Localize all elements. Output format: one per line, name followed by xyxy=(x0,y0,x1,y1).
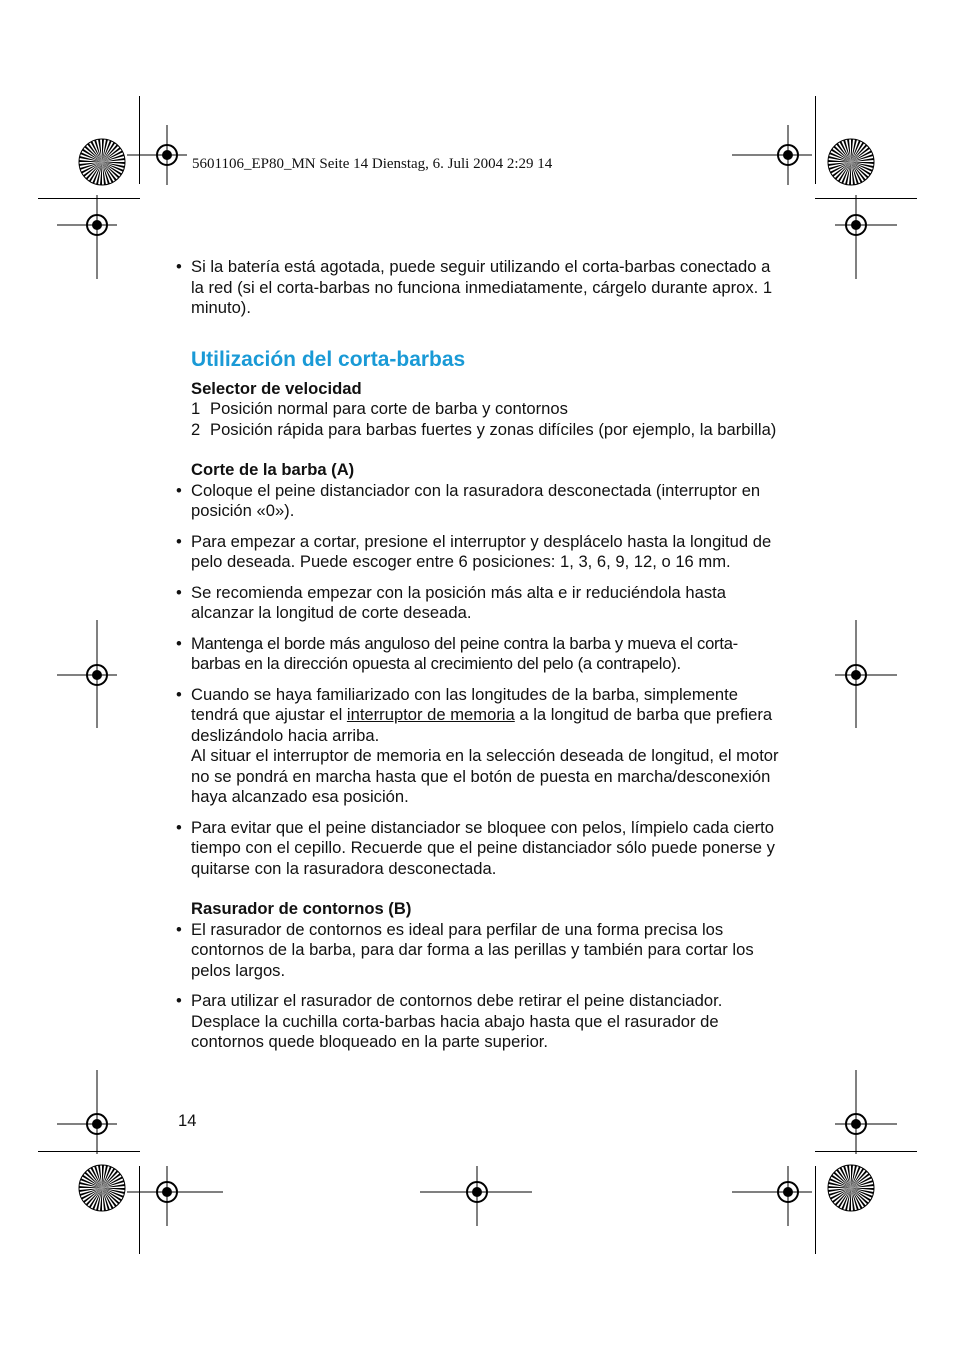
beard-cutting-title: Corte de la barba (A) xyxy=(191,460,355,479)
starburst-mark-icon xyxy=(78,138,126,186)
registration-mark-icon xyxy=(732,1166,812,1226)
registration-mark-icon xyxy=(57,620,117,728)
beard-bullet: • Coloque el peine distanciador con la rasuradora desconectada (interruptor en posición «0»). xyxy=(176,481,786,522)
registration-mark-icon xyxy=(127,1166,223,1226)
memory-switch-term: interruptor de memoria xyxy=(346,705,515,724)
page-content xyxy=(176,257,786,1053)
registration-mark-icon xyxy=(732,125,812,185)
intro-bullet: • Si la batería está agotada, puede seguir utilizando el corta-barbas conectado a la red (si el corta-barbas no funciona inmediatamente, cárgelo durante aprox. 1 minuto). xyxy=(176,257,786,319)
registration-mark-icon xyxy=(57,1070,117,1154)
starburst-mark-icon xyxy=(827,1164,875,1212)
print-header-stamp: 5601106_EP80_MN Seite 14 Dienstag, 6. Juli 2004 2:29 14 xyxy=(192,156,553,172)
contour-bullet: • Para utilizar el rasurador de contornos debe retirar el peine distanciador. Desplace la cuchilla corta-barbas hacia abajo hasta que el rasurador de contornos quede bloqueado en la parte superior. xyxy=(176,991,786,1053)
speed-selector-title: Selector de velocidad xyxy=(191,378,362,398)
contour-trimmer-title: Rasurador de contornos (B) xyxy=(191,899,412,918)
section-title: Utilización del corta-barbas xyxy=(191,347,466,371)
beard-bullet: • Mantenga el borde más anguloso del peine contra la barba y mueva el corta-barbas en la dirección opuesta al crecimiento del pelo (a contrapelo). xyxy=(176,634,786,675)
beard-bullet: • Cuando se haya familiarizado con las longitudes de la barba, simplemente tendrá que ajustar el interruptor de memoria a la longitud de barba que prefiera deslizándolo hacia arriba. Al situar el interruptor de memoria en la selección deseada de longitud, el motor no se pondrá en marcha hasta que el botón de puesta en marcha/desconexión haya alcanzado esa posición. xyxy=(176,685,786,808)
beard-bullet: • Para empezar a cortar, presione el interruptor y desplácelo hasta la longitud de pelo deseada. Puede escoger entre 6 posiciones: 1, 3, 6, 9, 12, o 16 mm. xyxy=(176,532,786,573)
starburst-mark-icon xyxy=(827,138,875,186)
registration-mark-icon xyxy=(127,125,187,185)
beard-bullet: • Se recomienda empezar con la posición más alta e ir reduciéndola hasta alcanzar la longitud de corte deseada. xyxy=(176,583,786,624)
crop-line xyxy=(815,1166,816,1254)
registration-mark-icon xyxy=(57,195,117,279)
registration-mark-icon xyxy=(835,195,897,279)
contour-bullet: • El rasurador de contornos es ideal para perfilar de una forma precisa los contornos de la barba, para dar forma a las perillas y también para cortar los pelos largos. xyxy=(176,920,786,982)
speed-item: 1 Posición normal para corte de barba y contornos xyxy=(191,399,568,418)
beard-bullet: • Para evitar que el peine distanciador se bloquee con pelos, límpielo cada cierto tiempo con el cepillo. Recuerde que el peine distanciador sólo puede ponerse y quitarse con la rasuradora desconectada. xyxy=(176,818,786,880)
registration-mark-icon xyxy=(835,620,897,728)
speed-item: 2 Posición rápida para barbas fuertes y zonas difíciles (por ejemplo, la barbilla) xyxy=(191,419,777,439)
page-number: 14 xyxy=(178,1111,197,1130)
starburst-mark-icon xyxy=(78,1164,126,1212)
registration-mark-icon xyxy=(420,1166,532,1226)
registration-mark-icon xyxy=(835,1070,897,1154)
crop-line xyxy=(815,96,816,184)
